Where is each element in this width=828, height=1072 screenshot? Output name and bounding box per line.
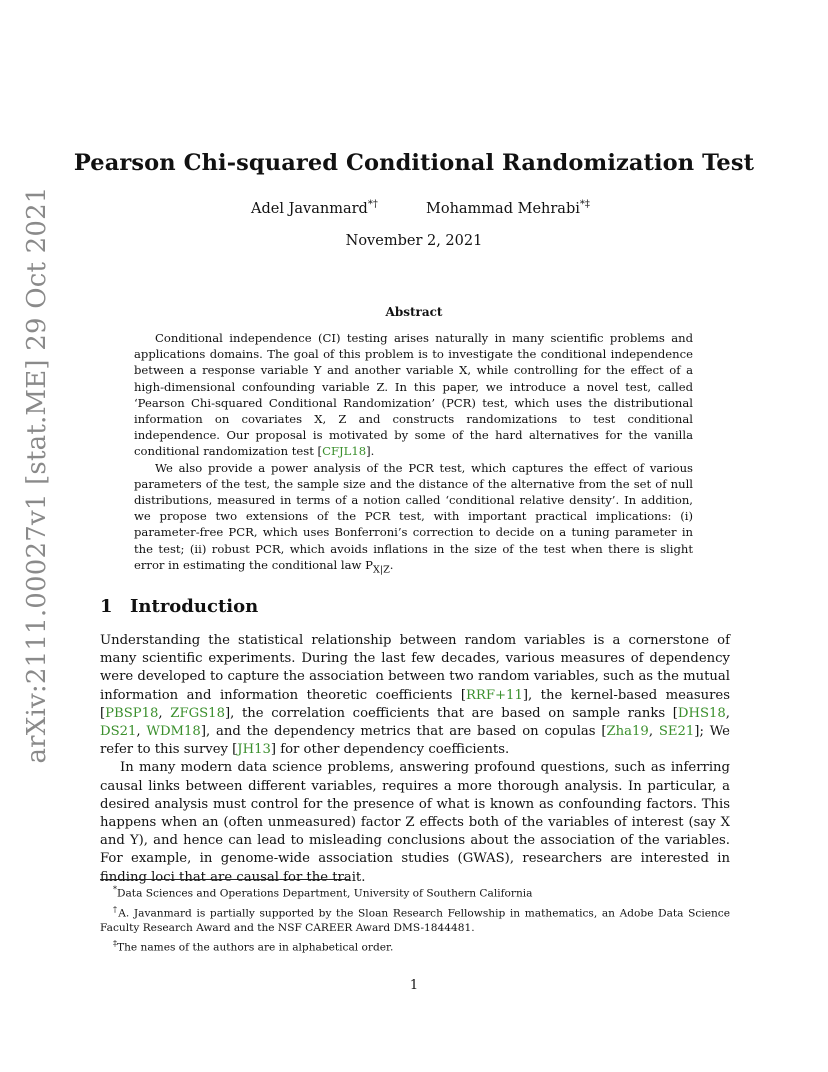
citation-link[interactable]: RRF+11 [466,687,523,703]
page-number: 1 [409,978,419,993]
intro-text-run: , [136,724,147,740]
author-2-name: Mohammad Mehrabi [426,200,580,217]
citation-link[interactable]: Zha19 [606,724,649,740]
citation-link[interactable]: DHS18 [677,705,726,721]
citation-link[interactable]: CFJL18 [322,444,367,459]
intro-paragraph-2: In many modern data science problems, answering profound questions, such as inferring causal links between different variables, requires a more thorough analysis. In particular, a desired analysis must control for the presence of what is known as confounding factors. This happens when an (often unmeasured) factor Z effects both of the variables of interest (say X and Y), and hence can lead to misleading conclusions about the association of the variables. For example, in genome-wide association studies (GWAS), researchers are interested in finding loci that are causal for the trait. [100,760,730,885]
footnote-2 [100,902,730,937]
section-number: 1 [100,596,113,617]
abstract-paragraph-2: We also provide a power analysis of the PCR test, which captures the effect of various parameters of the test, the sample size and the distance of the alternative from the set of null distributions, measured in terms of a notion called ‘conditional relative density’. In addition, we propose two extensions of the PCR test, with important practical implications: (i) parameter-free PCR, which uses Bonferroni’s correction to decide on a tuning parameter in the test; (ii) robust PCR, which avoids inflations in the size of the test when there is slight error in estimating the conditional law $P_{X|Z}$. [134,460,693,576]
author-1-name: Adel Javanmard [251,200,368,217]
citation-link[interactable]: DS21 [100,724,137,740]
section-title: Introduction [130,596,259,617]
abstract-heading: Abstract [385,305,443,319]
arxiv-identifier [14,186,60,764]
footnote-rule [100,879,350,880]
paper-date: November 2, 2021 [345,233,483,249]
intro-text-run: ], and the dependency metrics that are based on copulas [ [200,724,607,740]
abstract-p2-text: We also provide a power analysis of the PCR test, which captures the effect of various parameters of the test, the sample size and the distance of the alternative from the set of null distributions, measured in terms of a notion called ‘conditional relative density’. In addition, we propose two extensions of the PCR test, with important practical implications: (i) parameter-free PCR, which uses Bonferroni’s correction to decide on a tuning parameter in the test; (ii) robust PCR, which avoids inflations in the size of the test when there is slight error in estimating the conditional law P [134,460,693,572]
abstract-p2-subscript: X|Z [372,564,390,576]
footnote-2-text: A. Javanmard is partially supported by the Sloan Research Fellowship in mathematics, an Adobe Data Science Faculty Research Award and the NSF CAREER Award DMS-1844481. [100,907,731,935]
intro-text-run: ]; We refer to this survey [ [100,724,730,758]
introduction-body [100,632,730,887]
intro-text-run: , [648,724,659,740]
footnote-1-text: Data Sciences and Operations Department, University of Southern California [117,887,533,900]
footnote-3-mark: ‡ [113,939,117,949]
footnote-2-mark: † [113,904,119,914]
footnote-3 [100,936,730,956]
intro-text-run: ], the correlation coefficients that are based on sample ranks [ [224,705,678,721]
citation-link[interactable]: ZFGS18 [170,705,225,721]
author-1-marks: *† [367,199,378,210]
author-2-marks: *‡ [579,199,590,210]
footnote-1-mark: * [113,885,117,894]
paper-title: Pearson Chi-squared Conditional Randomization Test [73,150,755,176]
intro-text-run: , [725,705,730,721]
intro-text-run: , [158,705,171,721]
abstract-p1-text: Conditional independence (CI) testing arises naturally in many scientific problems and applications domains. The goal of this problem is to investigate the conditional independence between a response variable Y and another variable X, while controlling for the effect of a high-dimensional confounding variable Z. In this paper, we introduce a novel test, called ‘Pearson Chi-squared Conditional Randomization’ (PCR) test, which uses the distributional information on covariates X, Z and constructs randomizations to test conditional independence. Our proposal is motivated by some of the hard alternatives for the vanilla conditional randomization test [134,331,693,459]
citation-link[interactable]: WDM18 [146,724,201,740]
footnote-1 [100,882,730,902]
citation-link[interactable]: SE21 [658,724,695,740]
abstract-paragraph-1: Conditional independence (CI) testing arises naturally in many scientific problems and applications domains. The goal of this problem is to investigate the conditional independence between a response variable Y and another variable X, while controlling for the effect of a high-dimensional confounding variable Z. In this paper, we introduce a novel test, called ‘Pearson Chi-squared Conditional Randomization’ (PCR) test, which uses the distributional information on covariates X, Z and constructs randomizations to test conditional independence. Our proposal is motivated by some of the hard alternatives for the vanilla conditional randomization test [CFJL18]. [134,331,693,459]
citation-link[interactable]: JH13 [237,742,271,758]
author-1 [251,199,378,217]
intro-text-run: Understanding the statistical relationship between random variables is a cornerstone of many scientific experiments. During the last few decades, various measures of dependency were developed to capture the association between two random variables, such as the mutual information and information theoretic coefficients [ [100,633,730,703]
abstract [134,330,693,578]
section-heading [100,596,258,617]
intro-text-run: ] for other dependency coefficients. [270,742,510,758]
arxiv-identifier-text: arXiv:2111.00027v1 [stat.ME] 29 Oct 2021 [22,186,52,764]
citation-link[interactable]: PBSP18 [105,705,159,721]
author-list [0,199,828,221]
footnote-3-text: The names of the authors are in alphabetical order. [117,941,394,954]
intro-text-run: ], the kernel-based measures [ [100,687,730,721]
author-2 [426,199,590,217]
intro-paragraph-1 [100,632,730,759]
footnotes [100,882,730,956]
